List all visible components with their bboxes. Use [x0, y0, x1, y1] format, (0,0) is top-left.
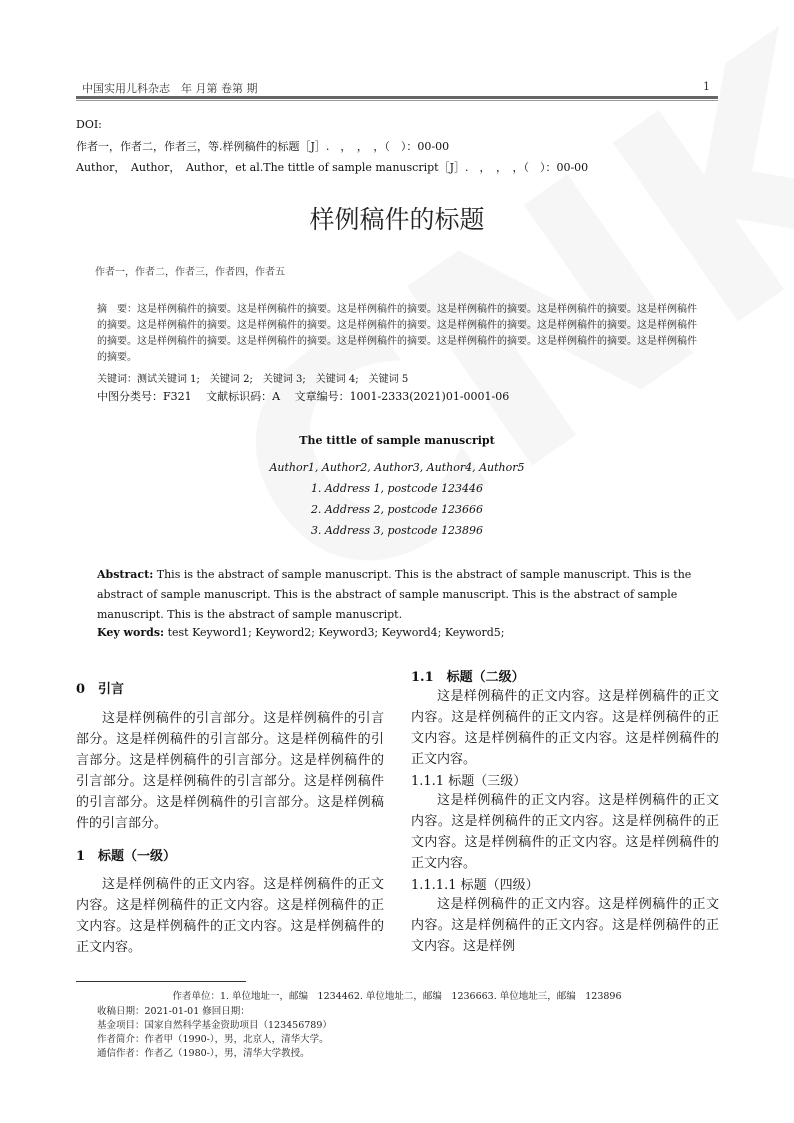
abstract-en-text: This is the abstract of sample manuscript. This is the abstract of sample manuscript. This is the abstract of sample manuscript. This is the abstract of sample manuscript. This is the abstract of sample manuscript. This is the abstract of sample manuscript.	[97, 568, 692, 621]
section-0-heading: 0 引言	[76, 682, 125, 697]
section-1-1-1-heading: 1.1.1 标题（三级）	[411, 774, 527, 789]
header-rule-thin	[76, 100, 718, 101]
page-title: 样例稿件的标题	[309, 205, 485, 234]
abstract-en-label: Abstract:	[97, 568, 154, 581]
abstract-cn-text: 这是样例稿件的摘要。这是样例稿件的摘要。这是样例稿件的摘要。这是样例稿件的摘要。这是样例稿件的摘要。这是样例稿件的摘要。这是样例稿件的摘要。这是样例稿件的摘要。这是样例稿件的摘要。这是样例稿件的摘要。这是样例稿件的摘要。这是样例稿件的摘要。这是样例稿件的摘要。这是样例稿件的摘要。这是样例稿件的摘要。这是样例稿件的摘要。这是样例稿件的摘要。这是样例稿件的摘要。	[97, 304, 697, 363]
section-1-1-1-1-heading: 1.1.1.1 标题（四级）	[411, 878, 539, 893]
classification: 中图分类号：F321 文献标识码：A 文章编号：1001-2333(2021)01-0001-06	[97, 390, 510, 403]
keywords-cn	[97, 370, 408, 385]
address-3: 3. Address 3, postcode 123896	[310, 524, 484, 537]
section-1-1-heading: 1.1 标题（二级）	[411, 670, 525, 685]
abstract-cn	[97, 302, 697, 366]
page-number: 1	[703, 80, 710, 93]
address-2: 2. Address 2, postcode 123666	[310, 503, 484, 516]
footnote-bio: 作者简介：作者甲（1990-），男，北京人，清华大学。	[97, 1034, 329, 1045]
section-1-text: 这是样例稿件的正文内容。这是样例稿件的正文内容。这是样例稿件的正文内容。这是样例稿件的正文内容。这是样例稿件的正文内容。这是样例稿件的正文内容。	[76, 877, 384, 955]
keywords-cn-text: 测试关键词 1; 关键词 2; 关键词 3; 关键词 4; 关键词 5	[137, 374, 409, 385]
citation-en: Author， Author， Author，et al.The tittle of sample manuscript［J］. ， ， ，（ ）：00-00	[76, 161, 589, 174]
section-0-text: 这是样例稿件的引言部分。这是样例稿件的引言部分。这是样例稿件的引言部分。这是样例稿件的引言部分。这是样例稿件的引言部分。这是样例稿件的引言部分。这是样例稿件的引言部分。这是样例稿件的引言部分。这是样例稿件的引言部分。这是样例稿件的引言部分。	[76, 711, 384, 831]
running-header: 中国实用儿科杂志 年 月第 卷第 期	[82, 82, 258, 95]
citation-cn: 作者一，作者二，作者三，等.样例稿件的标题［J］. ， ， ，（ ）：00-00	[76, 140, 450, 153]
english-authors: Author1, Author2, Author3, Author4, Author5	[269, 461, 525, 474]
abstract-en	[97, 565, 699, 625]
section-1-1-text: 这是样例稿件的正文内容。这是样例稿件的正文内容。这是样例稿件的正文内容。这是样例稿件的正文内容。这是样例稿件的正文内容。这是样例稿件的正文内容。	[411, 689, 719, 767]
keywords-en	[97, 626, 505, 639]
footnote-received: 收稿日期：2021-01-01 修回日期：	[97, 1006, 250, 1017]
section-1-heading: 1 标题（一级）	[76, 849, 177, 864]
abstract-cn-label: 摘 要：	[97, 304, 137, 315]
keywords-en-text: test Keyword1; Keyword2; Keyword3; Keyword4; Keyword5;	[164, 626, 505, 639]
footnote-corresponding: 通信作者：作者乙（1980-），男，清华大学教授。	[97, 1048, 310, 1059]
address-1: 1. Address 1, postcode 123446	[310, 482, 484, 495]
authors-cn: 作者一，作者二，作者三，作者四，作者五	[95, 267, 285, 278]
footnote-affiliation: 作者单位：1. 单位地址一，邮编 1234462. 单位地址二，邮编 1236663. 单位地址三，邮编 123896	[172, 991, 622, 1002]
footnote-fund: 基金项目：国家自然科学基金资助项目（123456789）	[97, 1020, 332, 1031]
english-title: The tittle of sample manuscript	[299, 434, 495, 447]
footnote-rule	[76, 981, 246, 982]
keywords-en-label: Key words:	[97, 626, 165, 639]
section-1-1-1-text: 这是样例稿件的正文内容。这是样例稿件的正文内容。这是样例稿件的正文内容。这是样例稿件的正文内容。这是样例稿件的正文内容。这是样例稿件的正文内容。	[411, 793, 719, 871]
doi: DOI:	[76, 118, 102, 131]
header-rule	[76, 96, 718, 99]
section-1-1-1-1-text: 这是样例稿件的正文内容。这是样例稿件的正文内容。这是样例稿件的正文内容。这是样例稿件的正文内容。这是样例	[411, 897, 719, 954]
keywords-cn-label: 关键词：	[97, 374, 137, 385]
